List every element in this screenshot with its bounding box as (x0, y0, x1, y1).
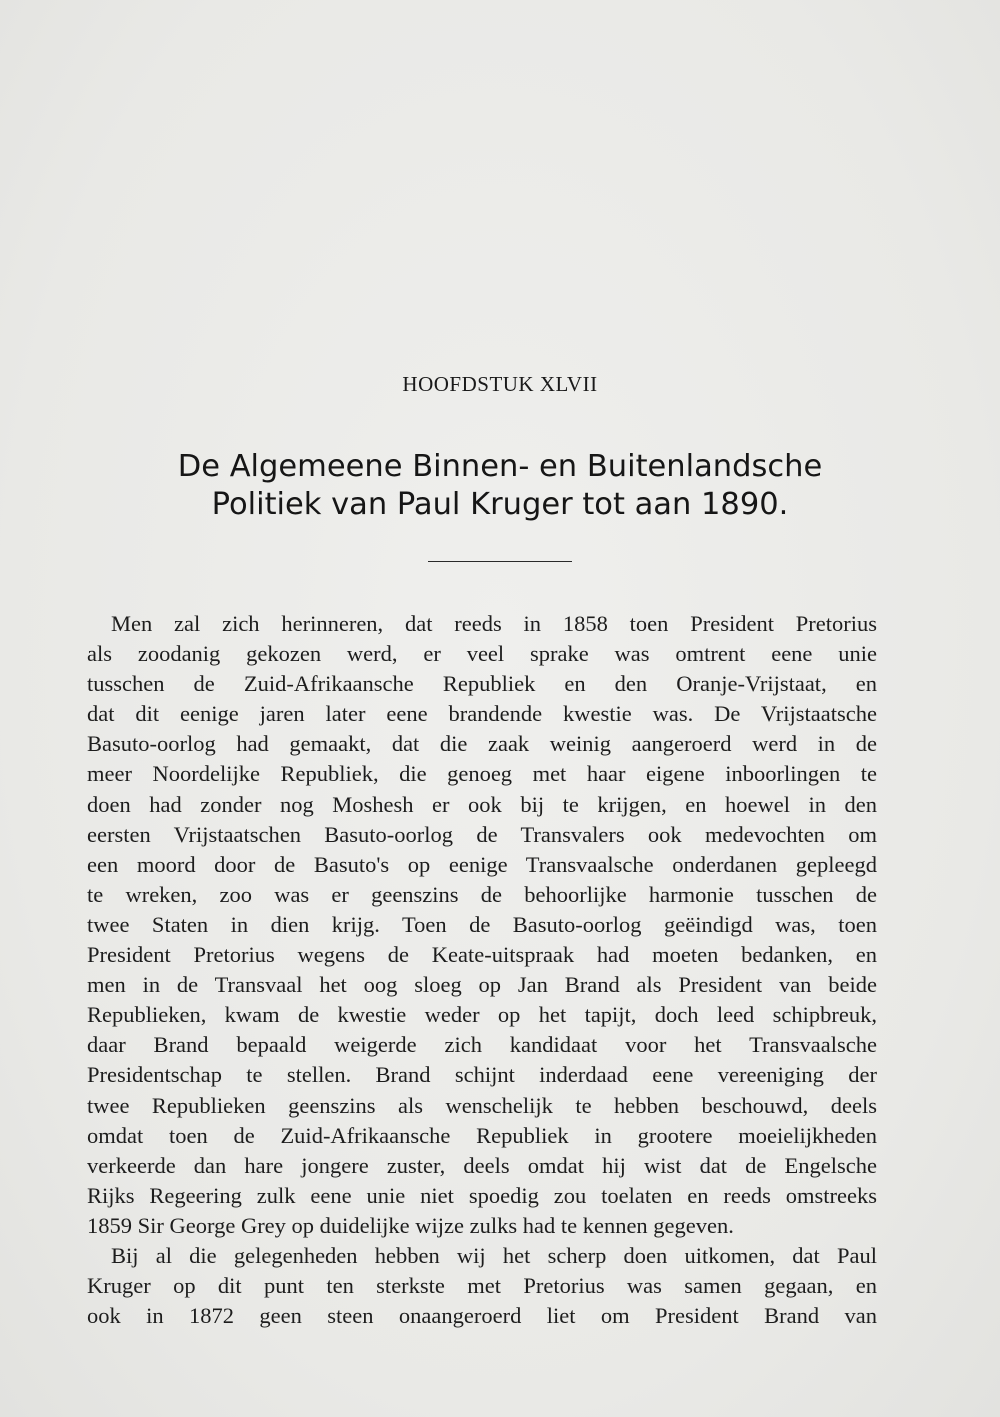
text-line: 1859 Sir George Grey op duidelijke wijze zulks had te kennen gegeven. (87, 1212, 734, 1238)
text-line: Presidentschap te stellen. Brand schijnt inderdaad eene vereeniging der (87, 1062, 877, 1088)
text-line: een moord door de Basuto's op eenige Transvaalsche onderdanen gepleegd (87, 851, 877, 877)
text-line: tusschen de Zuid-Afrikaansche Republiek en den Oranje-Vrijstaat, en (87, 671, 877, 697)
text-line: Kruger op dit punt ten sterkste met Pretorius was samen gegaan, en (87, 1273, 877, 1299)
text-line: Bij al die gelegenheden hebben wij het scherp doen uitkomen, dat Paul (111, 1242, 877, 1268)
text-line: Republieken, kwam de kwestie weder op het tapijt, doch leed schipbreuk, (87, 1002, 877, 1028)
text-line: verkeerde dan hare jongere zuster, deels omdat hij wist dat de Engelsche (87, 1152, 877, 1178)
text-line: omdat toen de Zuid-Afrikaansche Republiek in grootere moeielijkheden (87, 1122, 877, 1148)
text-line: als zoodanig gekozen werd, er veel sprake was omtrent eene unie (87, 641, 877, 667)
text-line: ook in 1872 geen steen onaangeroerd liet om President Brand van (87, 1303, 877, 1329)
title-divider (428, 561, 572, 562)
text-line: dat dit eenige jaren later eene brandende kwestie was. De Vrijstaatsche (87, 701, 877, 727)
chapter-title-line-1: De Algemeene Binnen- en Buitenlandsche (177, 449, 823, 484)
text-line: men in de Transvaal het oog sloeg op Jan Brand als President van beide (87, 972, 877, 998)
chapter-heading: HOOFDSTUK XLVII (402, 372, 598, 396)
paragraph-2 (87, 1241, 877, 1331)
body-text (87, 609, 877, 1331)
text-line: Men zal zich herinneren, dat reeds in 1858 toen President Pretorius (111, 611, 877, 636)
text-line: meer Noordelijke Republiek, die genoeg met haar eigene inboorlingen te (87, 761, 877, 787)
text-line: Basuto-oorlog had gemaakt, dat die zaak weinig aangeroerd werd in de (87, 731, 877, 757)
text-line: twee Staten in dien krijg. Toen de Basuto-oorlog geëindigd was, toen (87, 911, 877, 937)
chapter-title-line-2: Politiek van Paul Kruger tot aan 1890. (211, 487, 789, 522)
text-line: te wreken, zoo was er geenszins de behoorlijke harmonie tusschen de (87, 881, 877, 907)
text-line: eersten Vrijstaatschen Basuto-oorlog de Transvalers ook medevochten om (87, 821, 877, 847)
text-line: President Pretorius wegens de Keate-uitspraak had moeten bedanken, en (87, 942, 877, 968)
text-line: daar Brand bepaald weigerde zich kandidaat voor het Transvaalsche (87, 1032, 877, 1058)
paragraph-1 (87, 609, 877, 1241)
text-line: Rijks Regeering zulk eene unie niet spoedig zou toelaten en reeds omstreeks (87, 1182, 877, 1208)
text-line: twee Republieken geenszins als wenschelijk te hebben beschouwd, deels (87, 1092, 877, 1118)
text-line: doen had zonder nog Moshesh er ook bij te krijgen, en hoewel in den (87, 791, 877, 817)
chapter-title (0, 448, 1000, 524)
